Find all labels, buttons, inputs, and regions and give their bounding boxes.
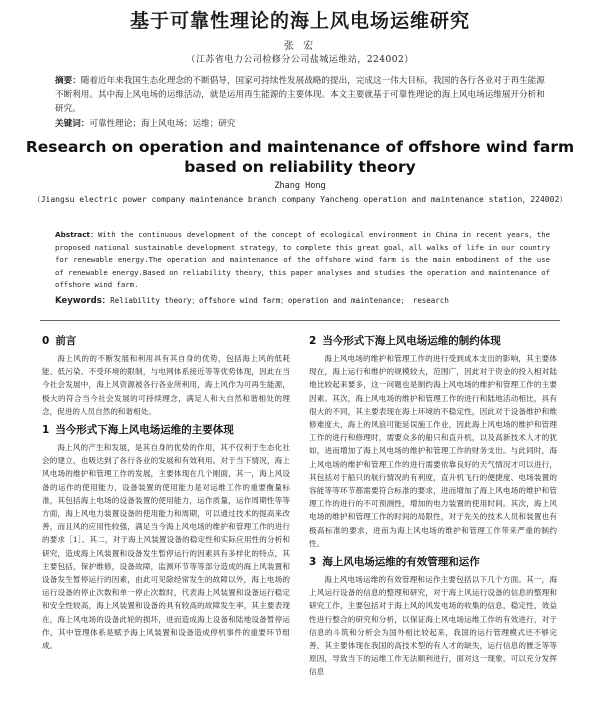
section-heading-1 [42, 422, 290, 437]
section-title: 当今形式下海上风电场运维的主要体现 [55, 424, 234, 437]
english-title: Research on operation and maintenance of offshore wind farm based on reliability theory [25, 138, 575, 176]
section-paragraph: 海上风电场运维的有效管理和运作主要包括以下几个方面。其一，海上风运行设备的信息的整理和研究，对于海上风运行设备的信息的整理和研究工作，主要包括对于海上风的风发电场的收集的信息，稳定性，效益性进行整合的研究和分析，以保证海上风电场运维工作的有效进行，对于信息的斗筑和分析会为国外相比较起来，我国的运行管理模式还不够完善，其主要体现在我国的高技术型的有人才的缺失，运行信息的匮乏等等原因，导致当下的运维工作无法顺利进行，面对这一现象，可以充分发挥信息 [309, 575, 557, 677]
chinese-abstract-label: 摘要： [55, 76, 81, 86]
english-abstract-text: With the continuous development of the concept of ecological environment in China in recent years，the proposed national sustainable development strategy，to complete this great goal，all walks of life in our country for renewable energy.The operation and maintenance of the offshore wind farm is the main embodiment of the use of renewable energy.Based on reliability theory，this paper analyses and studies the operation and maintenance of offshore wind farm. [55, 230, 550, 289]
right-column [309, 333, 557, 683]
chinese-abstract-text: 随着近年来我国生态化理念的不断倡导，国家可持续性发展战略的提出，完成这一伟大目标，我国的各行各业对于再生能源不断利用。其中海上风电场的运维活动，就是运用再生能源的主要体现。本文主要就基于可靠性理论的海上风电场运维展开分析和研究。 [55, 76, 545, 114]
english-keywords-label: Keywords： [55, 296, 111, 306]
chinese-title: 基于可靠性理论的海上风电场运维研究 [129, 10, 470, 32]
english-keywords-text: Reliability theory；offshore wind farm；operation and maintenance； research [110, 296, 449, 305]
section-paragraph: 海上风电场的维护和管理工作的进行受到成本支出的影响，其主要体现在，海上运行和维护的规模较大，范围广，因此对于资金的投入相对陆地比较起来要多，这一问题也是制约海上风电场的维护和管理工作的主要因素。其次，海上风电场的维护和管理工作的进行和陆地活动相比，具有很大的不同，其主要表现在海上环境的不稳定性，因此对于设备维护和维修难度大，海上的风浪可能延误施工作业，因此海上风电场的维护和管理工作的进行和修理时，需要众多的船只和直升机，以及高新技术人才的犹如，进而增加了海上风电场的维护和管理工作的财务支出。与此同时，海上风电场的维护和管理工作的进行需要依靠良好的天气情况才可以进行，其包括对于船只的航行情况的有利度，直升机飞行的便捷度、电场装置的容能等等环节都需要符合标准的要求，进而增加了海上风电场的维护和管理工作的进行的不可预测性，增加的电力装置的使用时间。其次，海上风电场的维护和管理工作的时间的局限性，对于先关的技术人员和装置也有极高标准的要求，进而为海上风电场的维护和管理工作带来严重的制约性。 [309, 354, 557, 548]
english-abstract-label: Abstract： [55, 230, 99, 239]
chinese-author: 张 宏 [283, 41, 317, 52]
section-heading-0 [42, 333, 290, 348]
english-affiliation: （Jiangsu electric power company maintenance branch company Yancheng operation and maintenance station，224002） [32, 195, 568, 204]
chinese-affiliation: （江苏省电力公司检修分公司盐城运维站，224002） [186, 55, 414, 65]
section-paragraph: 海上风的的不断发展和利用具有其自身的优势，包括海上风的低耗能、低污染、不受环境的限制，与电网体系接近等等优势体现，因此在当今社会发展中，海上风资源被各行各业所利用，海上风作为可再生能源，极大的符合当今社会发展的可持续理念，满足人和大自然和谐相处的理念，促进的人员自然的和谐相处。 [42, 354, 290, 416]
section-title: 前言 [55, 335, 77, 347]
english-abstract [55, 229, 550, 292]
section-heading-2 [309, 333, 557, 348]
section-paragraph: 海上风的产生和发展，是其自身的优势的作用，其不仅利于生态化社会的建立，也吸达到了各行各业的发展和有效利用。对于当下情况，海上风电场的维护和管理工作的发展，主要体现在几个刚面，其一，海上风设备的运作的使用能力，设备装置的使用能力是对运维工作的重要衡量标准，其包括海上电场的设备装置的使用能力，运作质量，运作周期性等等方面，海上风电力装置设备的使用能力和周期，可以通过技术的提高来改善，而且风的应用性较强，满足当今海上风电场的维护和管理工作的进行的要求［1］。其二，对于海上风装置设备的稳定性和实际应用性的分析和研究，造成海上风装置和设备发生暂停运行的因素具有多样化的特点，其主要包括，保护维修，设备故障，监测环节等等部分造成的海上风装置和设备发生暂停运行的因素，由此可见除经常发生的故障以外，海上电场的运行设备的停止次数和单一停止次数时，代表海上风装置和设备运行稳定和安全性较高，海上风装置和设备的具有较高的故障发生率，其主要表现在，海上风电场的设备此轮的损坏，进而造成海上设备和陆地设备暂停运作，其中管理体系是赋予海上风装置和设备造成停机事件的重要环节组成。 [42, 443, 290, 651]
chinese-keywords [55, 117, 545, 131]
section-number: 2 [309, 335, 317, 347]
chinese-abstract [55, 74, 545, 116]
section-title: 海上风电场运维的有效管理和运作 [322, 556, 480, 569]
chinese-keywords-text: 可靠性理论；海上风电场；运维；研究 [89, 119, 236, 129]
english-author: Zhang Hong [274, 181, 326, 191]
chinese-keywords-label: 关键词： [55, 119, 90, 129]
divider-rule [40, 320, 560, 321]
section-heading-3 [309, 554, 557, 569]
section-title: 当今形式下海上风电场运维的制约体现 [322, 335, 501, 347]
left-column [42, 333, 290, 656]
section-number: 3 [309, 556, 317, 569]
english-keywords [55, 295, 550, 307]
section-number: 1 [42, 424, 50, 437]
section-number: 0 [42, 335, 50, 347]
